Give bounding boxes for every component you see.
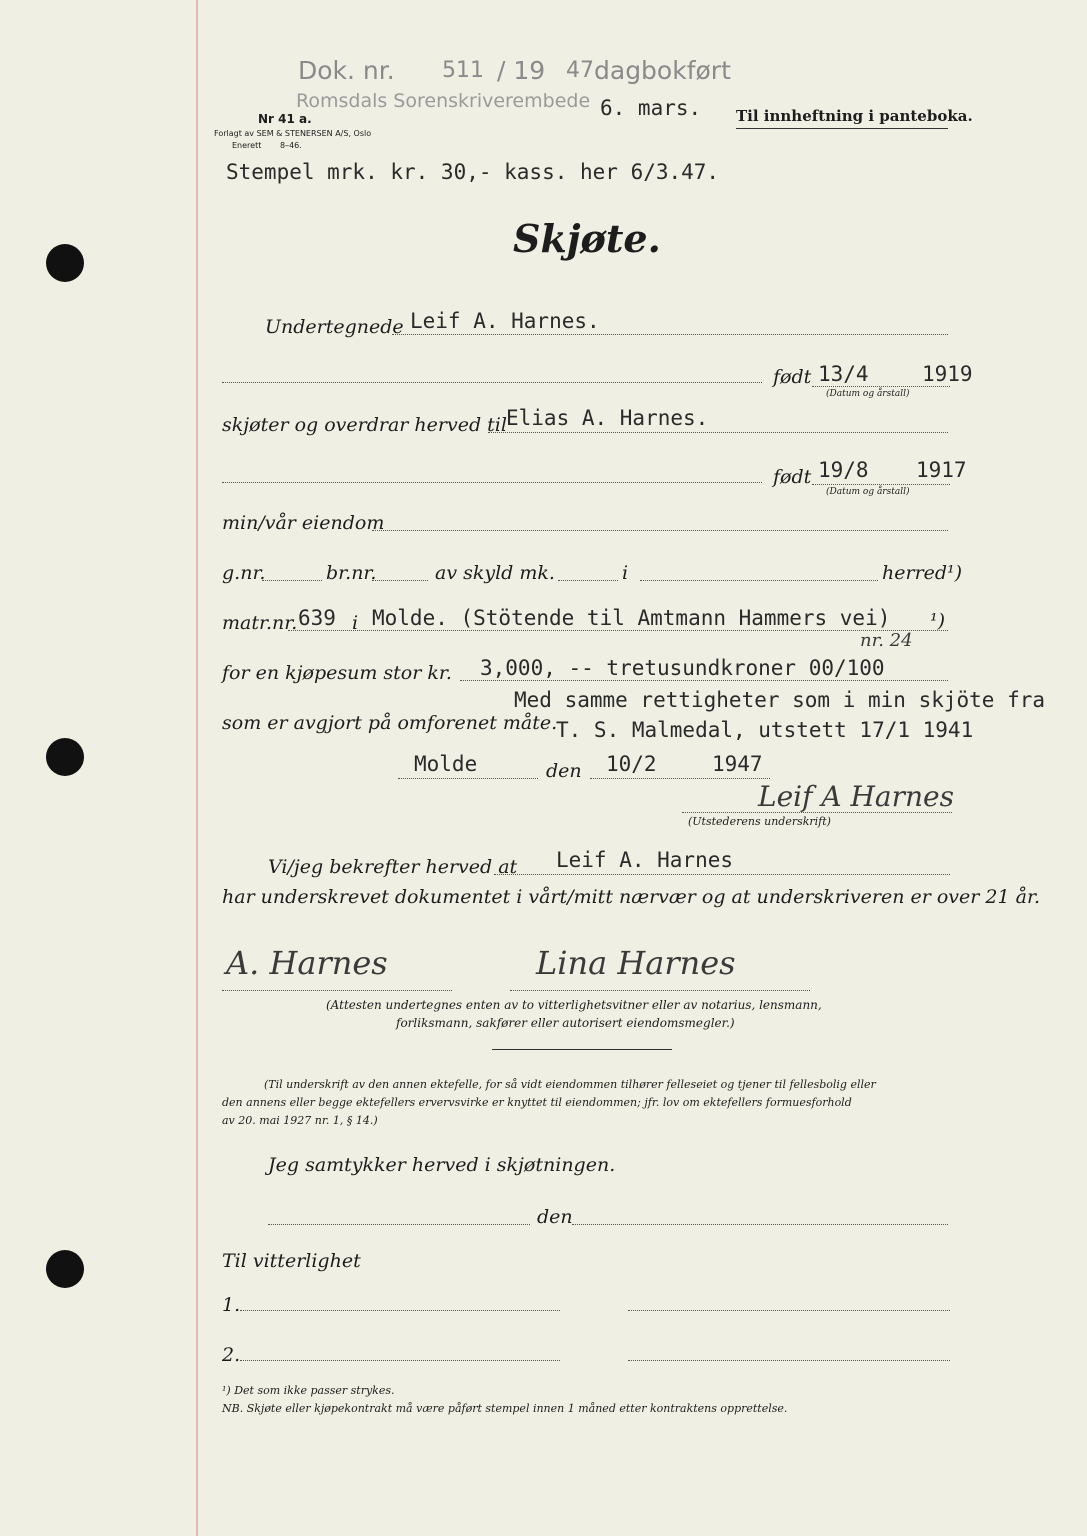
spouse-note-line3: av 20. mai 1927 nr. 1, § 14.) <box>222 1114 378 1127</box>
price-label: for en kjøpesum stor kr. <box>222 662 452 684</box>
confirm-prefix: Vi/jeg bekrefter herved at <box>268 856 518 878</box>
dotted-line <box>494 874 950 875</box>
dok-year-prefix: / 19 <box>497 56 546 85</box>
matr-number: 639 <box>298 606 336 630</box>
dagbokfort-label: dagbokført <box>594 56 731 85</box>
dotted-line <box>812 484 950 485</box>
matr-label: matr.nr. <box>222 612 298 634</box>
office-stamp: Romsdals Sorenskriverembede <box>296 90 591 112</box>
signing-date: 10/2 <box>606 752 657 776</box>
dotted-line <box>398 778 538 779</box>
dok-year-suffix: 47 <box>566 58 594 83</box>
witness-note-line2: forliksmann, sakfører eller autorisert eiendomsmegler.) <box>396 1016 735 1030</box>
handwritten-number: nr. 24 <box>860 630 913 651</box>
footnote-2: NB. Skjøte eller kjøpekontrakt må være påført stempel innen 1 måned etter kontraktens opprettelse. <box>222 1402 788 1415</box>
signing-year: 1947 <box>712 752 763 776</box>
herred-label: herred¹) <box>882 562 963 584</box>
dotted-line <box>240 1310 560 1311</box>
dotted-line <box>372 530 948 531</box>
seller-name: Leif A. Harnes. <box>410 309 600 333</box>
witness-note-line1: (Attesten undertegnes enten av to vitterlighetsvitner eller av notarius, lensmann, <box>326 998 822 1012</box>
dok-number: 511 <box>442 58 484 83</box>
confirm-name: Leif A. Harnes <box>556 848 734 872</box>
punch-hole <box>46 1250 84 1288</box>
buyer-born-label: født <box>773 466 812 488</box>
dotted-line <box>628 1360 950 1361</box>
dotted-line <box>222 382 762 383</box>
dotted-line <box>392 334 948 335</box>
buyer-date-hint: (Datum og årstall) <box>826 487 910 497</box>
seller-signature: Leif A Harnes <box>758 780 954 813</box>
witness-signature-1: A. Harnes <box>226 944 388 982</box>
seller-date-hint: (Datum og årstall) <box>826 389 910 399</box>
buyer-born-year: 1917 <box>916 458 967 482</box>
dotted-line <box>372 580 428 581</box>
buyer-name: Elias A. Harnes. <box>506 406 709 430</box>
header-underline <box>736 128 948 129</box>
spouse-consent: Jeg samtykker herved i skjøtningen. <box>268 1154 616 1176</box>
terms-label: som er avgjort på omforenet måte. <box>222 712 558 734</box>
dotted-line <box>812 386 950 387</box>
dotted-line <box>572 1224 948 1225</box>
skyld-label: av skyld mk. <box>435 562 555 584</box>
price-value: 3,000, -- tretusundkroner 00/100 <box>480 656 885 680</box>
i-label: i <box>622 562 629 584</box>
gnr-label: g.nr. <box>222 562 266 584</box>
confirm-line2: har underskrevet dokumentet i vårt/mitt nærvær og at underskriveren er over 21 år. <box>222 886 1040 908</box>
vitterlighet-number-2: 2. <box>222 1344 241 1366</box>
dotted-line <box>628 1310 950 1311</box>
stamp-date: 6. mars. <box>600 96 702 120</box>
dotted-line <box>288 630 948 631</box>
dok-nr-label: Dok. nr. <box>298 56 395 85</box>
vitterlighet-number-1: 1. <box>222 1294 241 1316</box>
undertegnede-label: Undertegnede <box>265 316 404 338</box>
dotted-line <box>262 580 322 581</box>
dotted-line <box>222 482 762 483</box>
matr-text: Molde. (Stötende til Amtmann Hammers vei) <box>372 606 891 630</box>
dotted-line <box>510 990 810 991</box>
brnr-label: br.nr. <box>326 562 377 584</box>
signature-label: (Utstederens underskrift) <box>688 815 831 828</box>
print-code: 8–46. <box>280 141 302 150</box>
footnote-1: ¹) Det som ikke passer strykes. <box>222 1384 395 1397</box>
punch-hole <box>46 244 84 282</box>
signing-den: den <box>546 760 582 782</box>
terms-line1: Med samme rettigheter som i min skjöte fra <box>514 688 1046 712</box>
punch-hole <box>46 738 84 776</box>
dotted-line <box>558 580 618 581</box>
terms-line2: T. S. Malmedal, utstett 17/1 1941 <box>556 718 974 742</box>
publisher-line1: Forlagt av SEM & STENERSEN A/S, Oslo <box>214 129 372 138</box>
dotted-line <box>240 1360 560 1361</box>
stempel-line: Stempel mrk. kr. 30,- kass. her 6/3.47. <box>226 160 720 184</box>
dotted-line <box>222 990 452 991</box>
form-number: Nr 41 a. <box>258 112 312 126</box>
skjoter-label: skjøter og overdrar herved til <box>222 414 507 436</box>
seller-born-year: 1919 <box>922 362 973 386</box>
dotted-line <box>460 680 948 681</box>
witness-signature-2: Lina Harnes <box>536 944 736 982</box>
dotted-line <box>268 1224 530 1225</box>
vitterlighet-label: Til vitterlighet <box>222 1250 361 1272</box>
dotted-line <box>640 580 878 581</box>
eiendom-label: min/vår eiendom <box>222 512 385 534</box>
dotted-line <box>488 432 948 433</box>
margin-line <box>196 0 198 1536</box>
spouse-note-line1: (Til underskrift av den annen ektefelle, for så vidt eiendommen tilhører felleseiet og tjener til fellesbolig eller <box>264 1078 876 1091</box>
dotted-line <box>590 778 770 779</box>
separator-rule <box>492 1049 672 1050</box>
seller-born-daymonth: 13/4 <box>818 362 869 386</box>
matr-i: i <box>352 612 359 634</box>
document-title: Skjøte. <box>513 216 661 261</box>
signing-place: Molde <box>414 752 478 776</box>
seller-born-label: født <box>773 366 812 388</box>
buyer-born-daymonth: 19/8 <box>818 458 869 482</box>
spouse-den: den <box>537 1206 573 1228</box>
dotted-line <box>682 812 952 813</box>
publisher-line2: Enerett <box>232 141 262 150</box>
spouse-note-line2: den annens eller begge ektefellers ervervsvirke er knyttet til eiendommen; jfr. lov om ektefellers formuesforhold <box>222 1096 852 1109</box>
matr-note: ¹) <box>930 610 946 632</box>
til-innheftning: Til innheftning i panteboka. <box>736 107 973 125</box>
